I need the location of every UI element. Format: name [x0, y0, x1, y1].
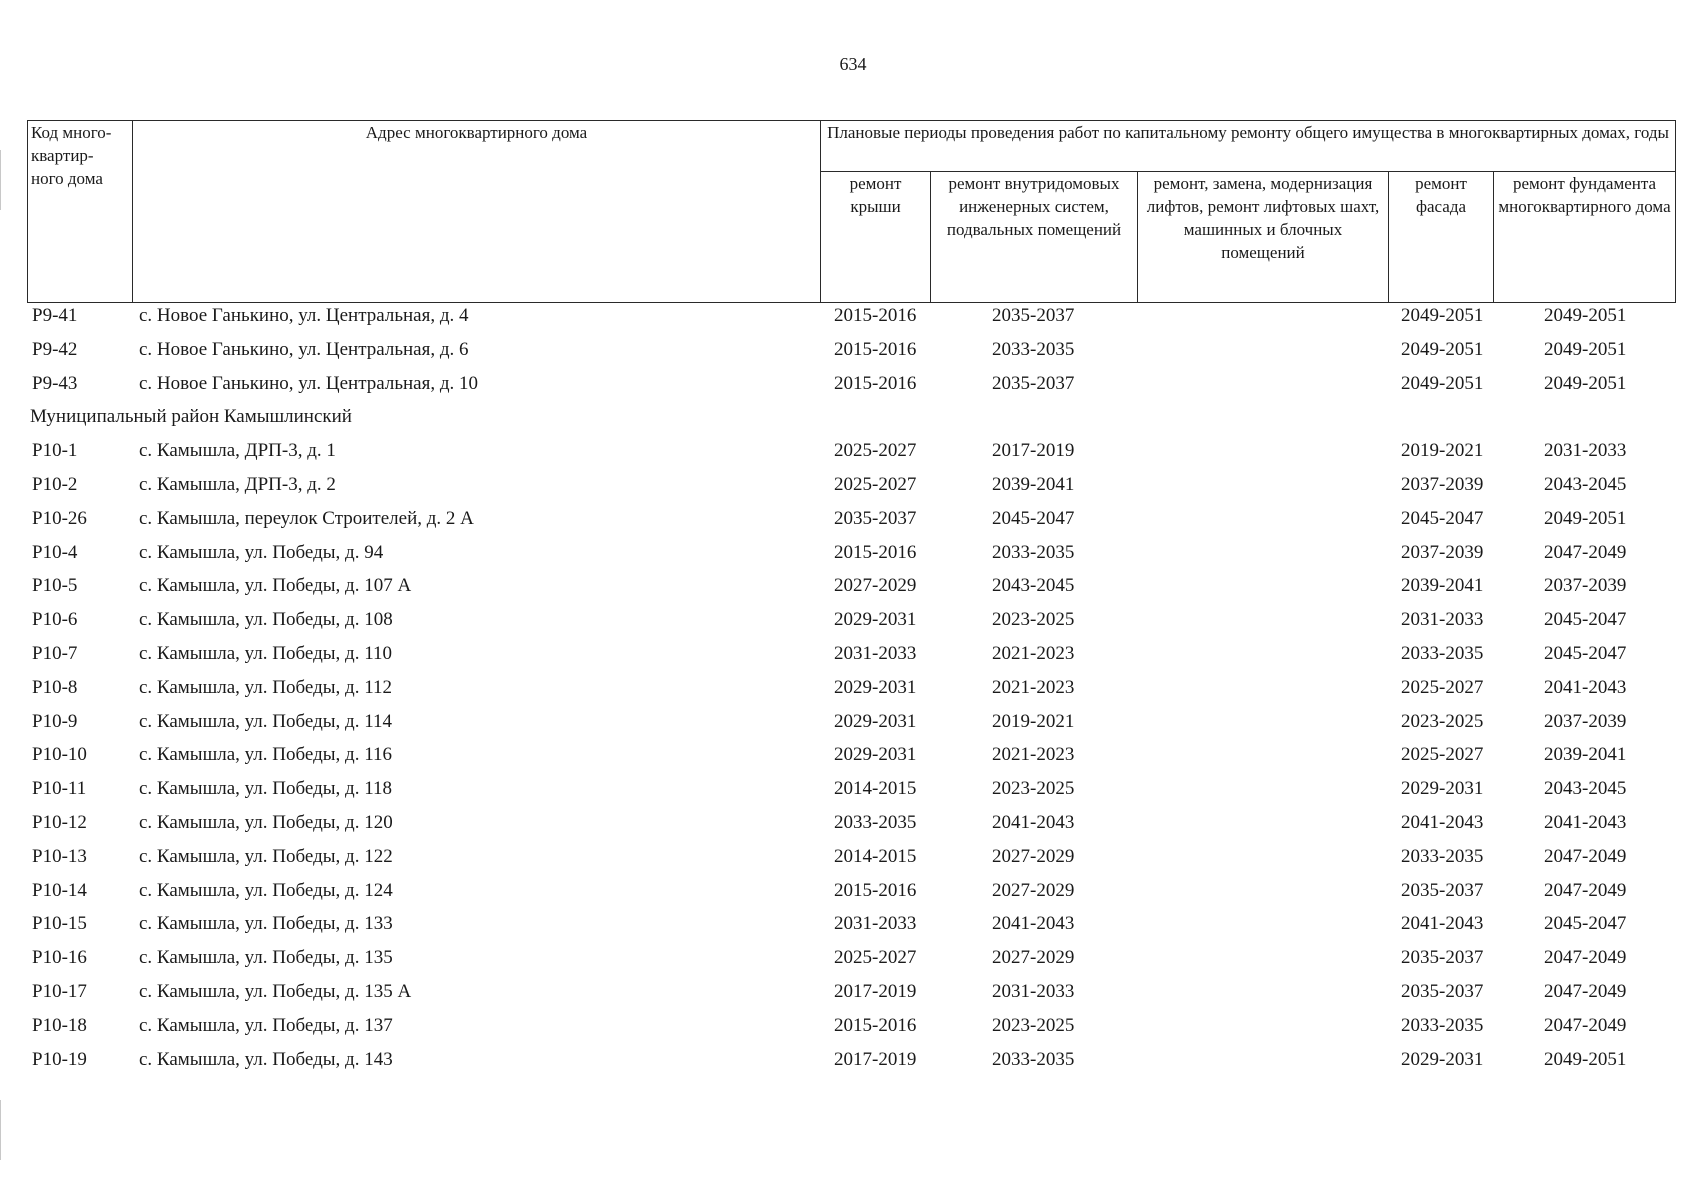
table-row [0, 911, 1706, 945]
cell-facade: 2035-2037 [1401, 980, 1484, 1002]
cell-engineering: 2033-2035 [992, 1048, 1075, 1070]
cell-facade: 2049-2051 [1401, 338, 1484, 360]
cell-facade: 2037-2039 [1401, 473, 1484, 495]
cell-roof: 2035-2037 [834, 507, 917, 529]
table-row [0, 337, 1706, 371]
cell-code: Р9-43 [32, 372, 78, 394]
cell-engineering: 2035-2037 [992, 305, 1075, 326]
cell-foundation: 2047-2049 [1544, 541, 1627, 563]
cell-engineering: 2041-2043 [992, 811, 1075, 833]
cell-engineering: 2031-2033 [992, 980, 1075, 1002]
cell-foundation: 2049-2051 [1544, 338, 1627, 360]
cell-address: с. Камышла, ул. Победы, д. 120 [139, 811, 393, 833]
cell-address: с. Новое Ганькино, ул. Центральная, д. 6 [139, 338, 469, 360]
cell-roof: 2029-2031 [834, 609, 917, 631]
cell-engineering: 2045-2047 [992, 507, 1075, 529]
header-code: Код много- квартир- ного дома [28, 121, 133, 303]
header-facade: ремонт фасада [1389, 172, 1494, 303]
cell-foundation: 2037-2039 [1544, 710, 1627, 732]
cell-engineering: 2023-2025 [992, 778, 1075, 800]
cell-engineering: 2027-2029 [992, 879, 1075, 901]
cell-roof: 2015-2016 [834, 338, 917, 360]
table-row [0, 810, 1706, 844]
table-row [0, 675, 1706, 709]
table-row [0, 1047, 1706, 1081]
cell-foundation: 2031-2033 [1544, 440, 1627, 462]
cell-code: Р10-2 [32, 473, 78, 495]
cell-facade: 2037-2039 [1401, 541, 1484, 563]
cell-foundation: 2041-2043 [1544, 811, 1627, 833]
cell-code: Р10-4 [32, 541, 78, 563]
cell-code: Р10-5 [32, 575, 78, 597]
cell-facade: 2019-2021 [1401, 440, 1484, 462]
cell-code: Р10-16 [32, 947, 87, 969]
cell-code: Р10-6 [32, 609, 78, 631]
cell-code: Р9-42 [32, 338, 78, 360]
table-row [0, 742, 1706, 776]
table-row [0, 573, 1706, 607]
cell-roof: 2015-2016 [834, 1014, 917, 1036]
cell-foundation: 2047-2049 [1544, 980, 1627, 1002]
table-row [0, 776, 1706, 810]
header-foundation: ремонт фундамента многоквартирного дома [1494, 172, 1676, 303]
scan-margin-mark [0, 1100, 1, 1160]
cell-roof: 2014-2015 [834, 778, 917, 800]
cell-address: с. Новое Ганькино, ул. Центральная, д. 10 [139, 372, 479, 394]
cell-foundation: 2049-2051 [1544, 372, 1627, 394]
table-row [0, 1013, 1706, 1047]
table-row [0, 844, 1706, 878]
header-roof: ремонт крыши [821, 172, 931, 303]
cell-foundation: 2047-2049 [1544, 947, 1627, 969]
cell-engineering: 2035-2037 [992, 372, 1075, 394]
cell-facade: 2025-2027 [1401, 676, 1484, 698]
cell-foundation: 2043-2045 [1544, 778, 1627, 800]
section-title: Муниципальный район Камышлинский [30, 406, 352, 428]
cell-foundation: 2039-2041 [1544, 744, 1627, 766]
table-row [0, 641, 1706, 675]
cell-foundation: 2045-2047 [1544, 642, 1627, 664]
cell-address: с. Камышла, ул. Победы, д. 110 [139, 642, 392, 664]
cell-facade: 2039-2041 [1401, 575, 1484, 597]
header-lifts: ремонт, замена, модернизация лифтов, ремонт лифтовых шахт, машинных и блочных помещений [1138, 172, 1389, 303]
table-row [0, 438, 1706, 472]
cell-code: Р9-41 [32, 305, 78, 326]
header-address: Адрес многоквартирного дома [133, 121, 821, 303]
cell-address: с. Камышла, ул. Победы, д. 133 [139, 913, 393, 935]
cell-foundation: 2037-2039 [1544, 575, 1627, 597]
cell-roof: 2031-2033 [834, 642, 917, 664]
cell-code: Р10-8 [32, 676, 78, 698]
cell-foundation: 2045-2047 [1544, 913, 1627, 935]
cell-code: Р10-18 [32, 1014, 87, 1036]
table-row [0, 878, 1706, 912]
cell-code: Р10-10 [32, 744, 87, 766]
table-row [0, 945, 1706, 979]
cell-code: Р10-13 [32, 845, 87, 867]
cell-facade: 2025-2027 [1401, 744, 1484, 766]
cell-roof: 2015-2016 [834, 372, 917, 394]
cell-code: Р10-14 [32, 879, 87, 901]
table-row [0, 371, 1706, 405]
cell-roof: 2015-2016 [834, 879, 917, 901]
cell-engineering: 2027-2029 [992, 947, 1075, 969]
cell-roof: 2031-2033 [834, 913, 917, 935]
cell-facade: 2033-2035 [1401, 642, 1484, 664]
table-row [0, 540, 1706, 574]
cell-facade: 2033-2035 [1401, 1014, 1484, 1036]
cell-facade: 2041-2043 [1401, 811, 1484, 833]
cell-address: с. Камышла, ул. Победы, д. 94 [139, 541, 384, 563]
cell-foundation: 2041-2043 [1544, 676, 1627, 698]
cell-engineering: 2021-2023 [992, 676, 1075, 698]
cell-address: с. Камышла, ДРП-3, д. 1 [139, 440, 336, 462]
cell-address: с. Камышла, ДРП-3, д. 2 [139, 473, 336, 495]
page-number: 634 [839, 54, 867, 74]
table-header [27, 120, 1676, 303]
cell-foundation: 2049-2051 [1544, 305, 1627, 326]
cell-address: с. Камышла, ул. Победы, д. 135 А [139, 980, 412, 1002]
cell-address: с. Камышла, ул. Победы, д. 137 [139, 1014, 393, 1036]
cell-foundation: 2047-2049 [1544, 879, 1627, 901]
table-row [0, 303, 1706, 337]
table-row [0, 979, 1706, 1013]
cell-engineering: 2021-2023 [992, 642, 1075, 664]
cell-engineering: 2033-2035 [992, 338, 1075, 360]
cell-roof: 2025-2027 [834, 440, 917, 462]
cell-address: с. Новое Ганькино, ул. Центральная, д. 4 [139, 305, 469, 326]
cell-roof: 2025-2027 [834, 473, 917, 495]
cell-engineering: 2017-2019 [992, 440, 1075, 462]
cell-facade: 2035-2037 [1401, 947, 1484, 969]
cell-roof: 2015-2016 [834, 541, 917, 563]
cell-roof: 2017-2019 [834, 1048, 917, 1070]
cell-roof: 2015-2016 [834, 305, 917, 326]
cell-address: с. Камышла, переулок Строителей, д. 2 А [139, 507, 474, 529]
cell-facade: 2033-2035 [1401, 845, 1484, 867]
cell-facade: 2045-2047 [1401, 507, 1484, 529]
cell-facade: 2031-2033 [1401, 609, 1484, 631]
cell-engineering: 2039-2041 [992, 473, 1075, 495]
header-engineering: ремонт внутридомовых инженерных систем, подвальных помещений [931, 172, 1138, 303]
cell-roof: 2027-2029 [834, 575, 917, 597]
cell-code: Р10-1 [32, 440, 78, 462]
cell-engineering: 2023-2025 [992, 609, 1075, 631]
cell-roof: 2014-2015 [834, 845, 917, 867]
scan-margin-mark [0, 150, 1, 210]
cell-code: Р10-26 [32, 507, 87, 529]
cell-address: с. Камышла, ул. Победы, д. 114 [139, 710, 392, 732]
cell-code: Р10-12 [32, 811, 87, 833]
cell-engineering: 2041-2043 [992, 913, 1075, 935]
cell-roof: 2029-2031 [834, 710, 917, 732]
cell-facade: 2049-2051 [1401, 305, 1484, 326]
cell-facade: 2035-2037 [1401, 879, 1484, 901]
cell-roof: 2017-2019 [834, 980, 917, 1002]
cell-foundation: 2049-2051 [1544, 507, 1627, 529]
cell-engineering: 2019-2021 [992, 710, 1075, 732]
table-row [0, 472, 1706, 506]
section-row [0, 404, 1706, 438]
cell-facade: 2029-2031 [1401, 778, 1484, 800]
cell-code: Р10-15 [32, 913, 87, 935]
table-row [0, 506, 1706, 540]
cell-facade: 2029-2031 [1401, 1048, 1484, 1070]
cell-foundation: 2043-2045 [1544, 473, 1627, 495]
cell-address: с. Камышла, ул. Победы, д. 112 [139, 676, 392, 698]
cell-engineering: 2021-2023 [992, 744, 1075, 766]
cell-facade: 2041-2043 [1401, 913, 1484, 935]
cell-address: с. Камышла, ул. Победы, д. 135 [139, 947, 393, 969]
table-body [0, 303, 1706, 1080]
cell-address: с. Камышла, ул. Победы, д. 143 [139, 1048, 393, 1070]
header-periods-group: Плановые периоды проведения работ по капитальному ремонту общего имущества в многоквартирных домах, годы [821, 121, 1676, 172]
cell-engineering: 2043-2045 [992, 575, 1075, 597]
cell-foundation: 2047-2049 [1544, 845, 1627, 867]
cell-engineering: 2023-2025 [992, 1014, 1075, 1036]
cell-facade: 2049-2051 [1401, 372, 1484, 394]
cell-foundation: 2049-2051 [1544, 1048, 1627, 1070]
cell-address: с. Камышла, ул. Победы, д. 108 [139, 609, 393, 631]
cell-engineering: 2027-2029 [992, 845, 1075, 867]
cell-code: Р10-11 [32, 778, 87, 800]
table-row [0, 709, 1706, 743]
cell-roof: 2033-2035 [834, 811, 917, 833]
cell-engineering: 2033-2035 [992, 541, 1075, 563]
cell-foundation: 2045-2047 [1544, 609, 1627, 631]
cell-roof: 2025-2027 [834, 947, 917, 969]
cell-roof: 2029-2031 [834, 744, 917, 766]
cell-address: с. Камышла, ул. Победы, д. 116 [139, 744, 392, 766]
cell-address: с. Камышла, ул. Победы, д. 118 [139, 778, 392, 800]
cell-code: Р10-17 [32, 980, 87, 1002]
cell-code: Р10-9 [32, 710, 78, 732]
cell-code: Р10-19 [32, 1048, 87, 1070]
cell-address: с. Камышла, ул. Победы, д. 124 [139, 879, 393, 901]
table-row [0, 607, 1706, 641]
cell-address: с. Камышла, ул. Победы, д. 122 [139, 845, 393, 867]
cell-roof: 2029-2031 [834, 676, 917, 698]
cell-address: с. Камышла, ул. Победы, д. 107 А [139, 575, 412, 597]
cell-foundation: 2047-2049 [1544, 1014, 1627, 1036]
cell-code: Р10-7 [32, 642, 78, 664]
cell-facade: 2023-2025 [1401, 710, 1484, 732]
